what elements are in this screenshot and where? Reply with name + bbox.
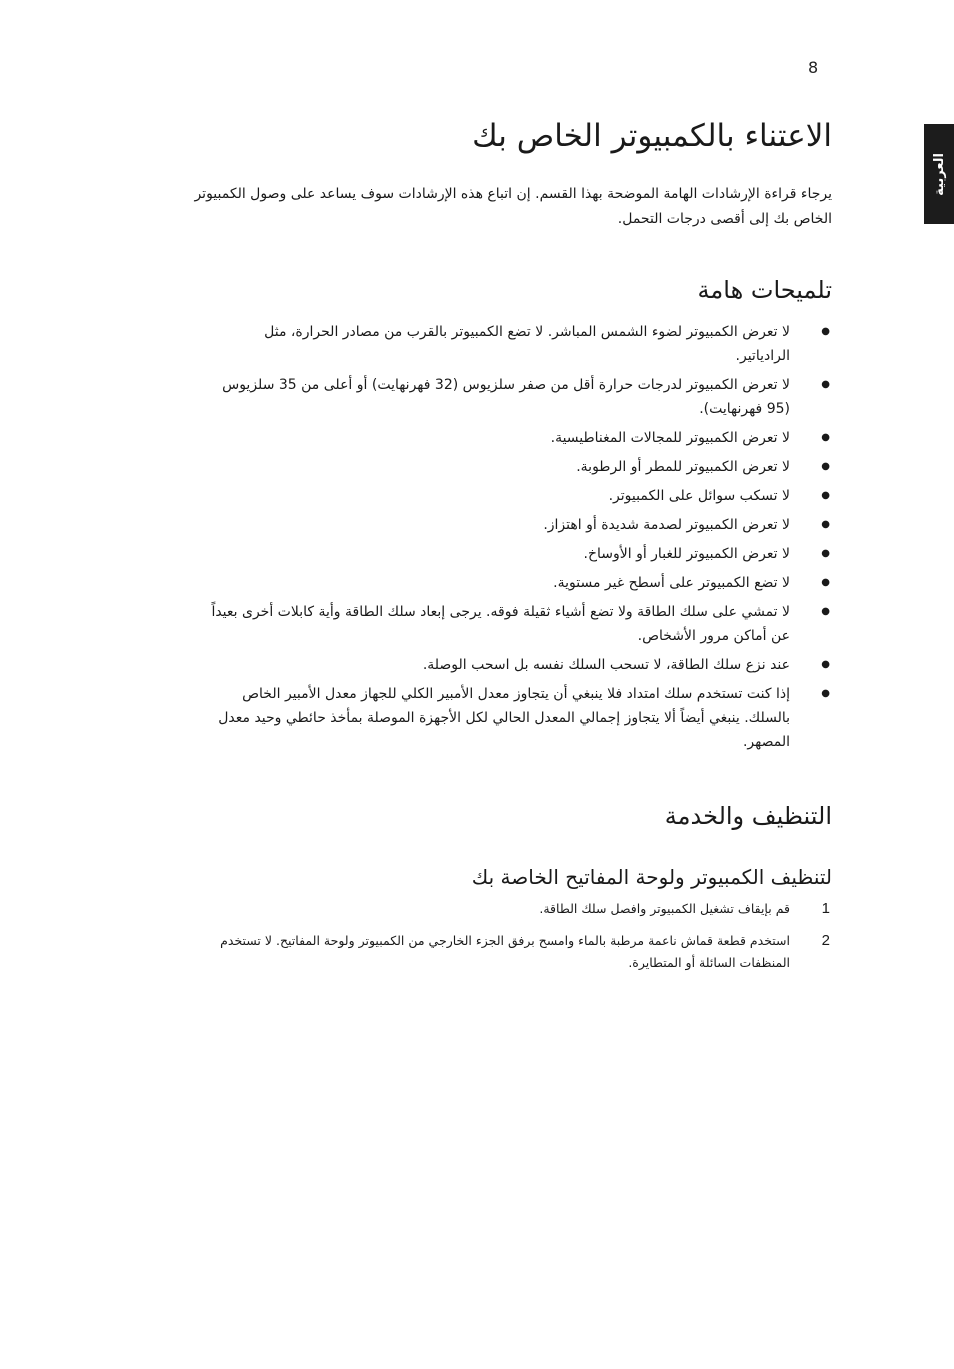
step-number: 2 — [821, 932, 830, 949]
list-item-text: لا تعرض الكمبيوتر لصدمة شديدة أو اهتزاز. — [543, 517, 790, 533]
bullet-icon: ● — [821, 326, 830, 337]
bullet-icon: ● — [821, 688, 830, 699]
step-item — [170, 898, 832, 920]
page-content — [170, 112, 832, 984]
list-item-text: عند نزع سلك الطاقة، لا تسحب السلك نفسه بل اسحب الوصلة. — [422, 657, 790, 673]
list-item-text: لا تعرض الكمبيوتر للمطر أو الرطوبة. — [576, 459, 790, 475]
list-item-text: لا تمشي على سلك الطاقة ولا تضع أشياء ثقيلة فوقه. يرجى إبعاد سلك الطاقة وأية كابلات أخرى بعيداً عن أماكن مرور الأشخاص. — [211, 604, 790, 644]
list-item — [170, 653, 832, 677]
bullet-icon: ● — [821, 432, 830, 443]
list-item — [170, 455, 832, 479]
list-item-text: لا تسكب سوائل على الكمبيوتر. — [608, 488, 790, 504]
list-item — [170, 600, 832, 648]
intro-paragraph: يرجاء قراءة الإرشادات الهامة الموضحة بهذا القسم. إن اتباع هذه الإرشادات سوف يساعد على وصول الكمبيوتر الخاص بك إلى أقصى درجات التحمل. — [194, 186, 832, 227]
tips-heading: تلميحات هامة — [697, 276, 832, 304]
bullet-icon: ● — [821, 548, 830, 559]
step-number: 1 — [821, 900, 830, 917]
step-item — [170, 930, 832, 974]
language-tab-label: العربية — [931, 152, 947, 196]
cleaning-steps — [170, 898, 832, 974]
list-item — [170, 513, 832, 537]
list-item — [170, 484, 832, 508]
list-item-text: لا تعرض الكمبيوتر لدرجات حرارة أقل من صفر سلزيوس (32 فهرنهايت) أو أعلى من 35 سلزيوس (95 فهرنهايت). — [222, 377, 790, 417]
page-number: 8 — [808, 58, 819, 77]
list-item — [170, 426, 832, 450]
bullet-icon: ● — [821, 379, 830, 390]
list-item — [170, 320, 832, 368]
cleaning-heading: التنظيف والخدمة — [664, 802, 832, 830]
list-item-text: لا تضع الكمبيوتر على أسطح غير مستوية. — [553, 575, 790, 591]
page-title: الاعتناء بالكمبيوتر الخاص بك — [472, 118, 832, 154]
bullet-icon: ● — [821, 659, 830, 670]
list-item — [170, 542, 832, 566]
step-text: استخدم قطعة قماش ناعمة مرطبة بالماء وامسح برفق الجزء الخارجي من الكمبيوتر ولوحة المفاتيح. لا تستخدم المنظفات السائلة أو المتطايرة. — [220, 933, 790, 970]
list-item-text: لا تعرض الكمبيوتر لضوء الشمس المباشر. لا تضع الكمبيوتر بالقرب من مصادر الحرارة، مثل الرادياتير. — [264, 324, 790, 364]
list-item — [170, 373, 832, 421]
bullet-icon: ● — [821, 606, 830, 617]
bullet-icon: ● — [821, 461, 830, 472]
language-tab — [924, 124, 954, 224]
bullet-icon: ● — [821, 490, 830, 501]
cleaning-subheading: لتنظيف الكمبيوتر ولوحة المفاتيح الخاصة بك — [471, 865, 832, 889]
list-item-text: إذا كنت تستخدم سلك امتداد فلا ينبغي أن يتجاوز معدل الأمبير الكلي للجهاز معدل الأمبير الخاص بالسلك. ينبغي أيضاً ألا يتجاوز إجمالي المعدل الحالي لكل الأجهزة الموصلة بمأخذ حائطي وحيد معدل المصهر. — [218, 686, 790, 750]
tips-list — [170, 320, 832, 754]
bullet-icon: ● — [821, 577, 830, 588]
list-item-text: لا تعرض الكمبيوتر للغبار أو الأوساخ. — [583, 546, 790, 562]
list-item — [170, 682, 832, 754]
list-item-text: لا تعرض الكمبيوتر للمجالات المغناطيسية. — [550, 430, 790, 446]
bullet-icon: ● — [821, 519, 830, 530]
list-item — [170, 571, 832, 595]
step-text: قم بإيقاف تشغيل الكمبيوتر وافصل سلك الطاقة. — [539, 901, 790, 916]
